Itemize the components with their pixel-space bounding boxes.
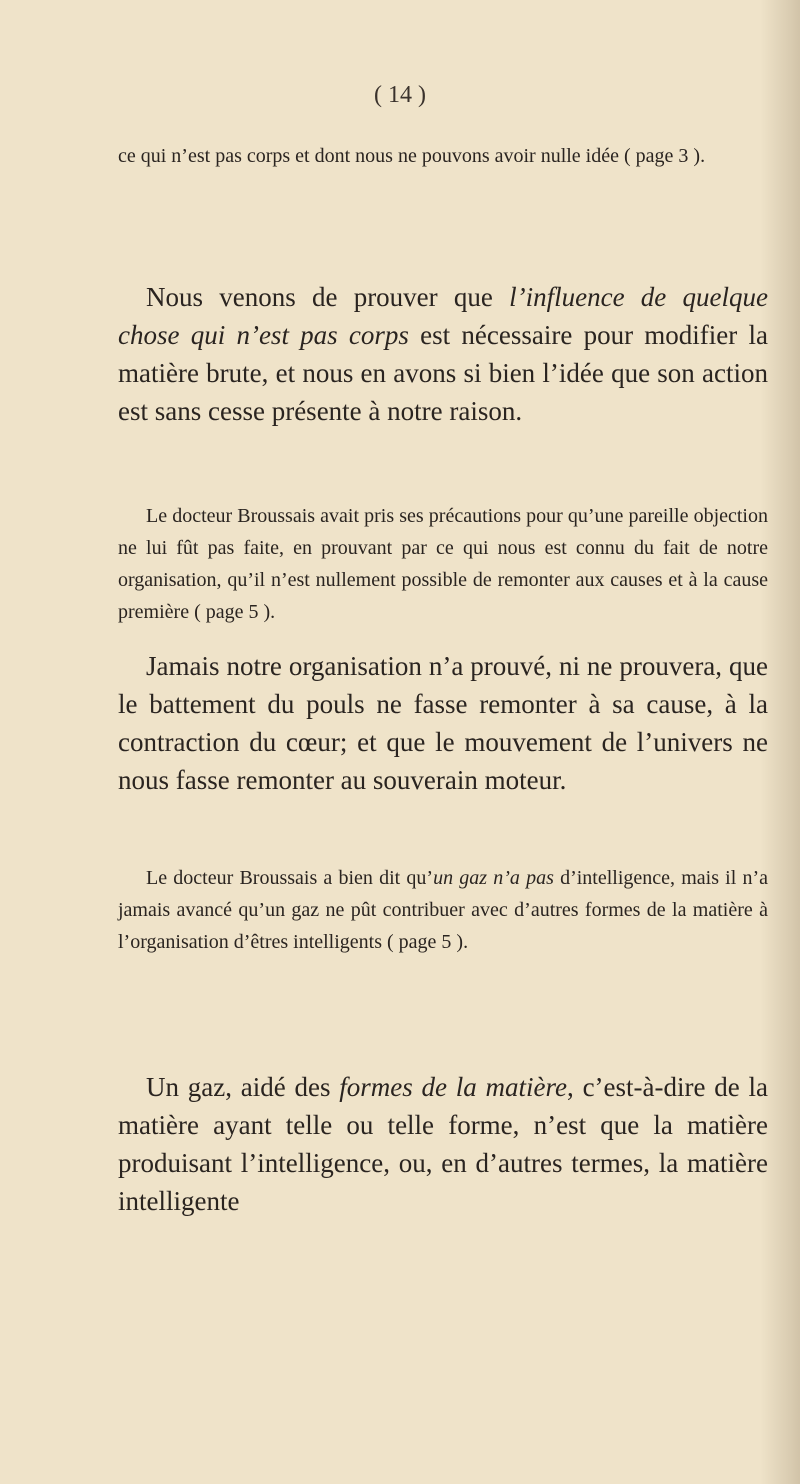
- paragraph-5-text-start: Le docteur Broussais a bien dit qu’: [146, 867, 434, 889]
- paragraph-3-text: Le docteur Broussais avait pris ses précautions pour qu’une pareille objection ne lui fût pas faite, en prouvant par ce qui nous est connu du fait de notre organisation, qu’il n’est nullement possible de remonter aux causes et à la cause première ( page 5 ).: [118, 505, 768, 623]
- paragraph-1: [118, 140, 768, 172]
- paragraph-2-italic: l’influence de quelque chose qui n’est pas corps: [118, 282, 769, 350]
- paragraph-2: [118, 278, 768, 430]
- paragraph-6-text-start: Un gaz, aidé des: [146, 1072, 340, 1102]
- paragraph-4-text: Jamais notre organisation n’a prouvé, ni ne prouvera, que le battement du pouls ne fasse remonter à sa cause, à la contraction du cœur; et que le mouvement de l’univers ne nous fasse remonter au souverain moteur.: [118, 651, 768, 795]
- paragraph-5-italic: un gaz n’a pas: [433, 867, 554, 889]
- paragraph-6-text-end: , c’est-à-dire de la matière ayant telle ou telle forme, n’est que la matière produisant l’intelligence, ou, en d’autres termes, la matière intelligente: [118, 1072, 768, 1216]
- paragraph-5: [118, 862, 768, 958]
- paragraph-1-text: ce qui n’est pas corps et dont nous ne pouvons avoir nulle idée ( page 3 ).: [118, 145, 706, 167]
- paragraph-5-text-end: d’intelligence, mais il n’a jamais avancé qu’un gaz ne pût contribuer avec d’autres formes de la matière à l’organisation d’êtres intelligents ( page 5 ).: [118, 867, 769, 953]
- paragraph-2-text-start: Nous venons de prouver que: [146, 282, 510, 312]
- paragraph-4: [118, 647, 768, 799]
- paragraph-6: [118, 1068, 768, 1220]
- paragraph-3: [118, 500, 768, 628]
- paragraph-6-italic: formes de la matière: [339, 1072, 568, 1102]
- paragraph-2-text-end: est nécessaire pour modifier la matière brute, et nous en avons si bien l’idée que son action est sans cesse présente à notre raison.: [118, 320, 769, 426]
- page-number: ( 14 ): [374, 82, 426, 108]
